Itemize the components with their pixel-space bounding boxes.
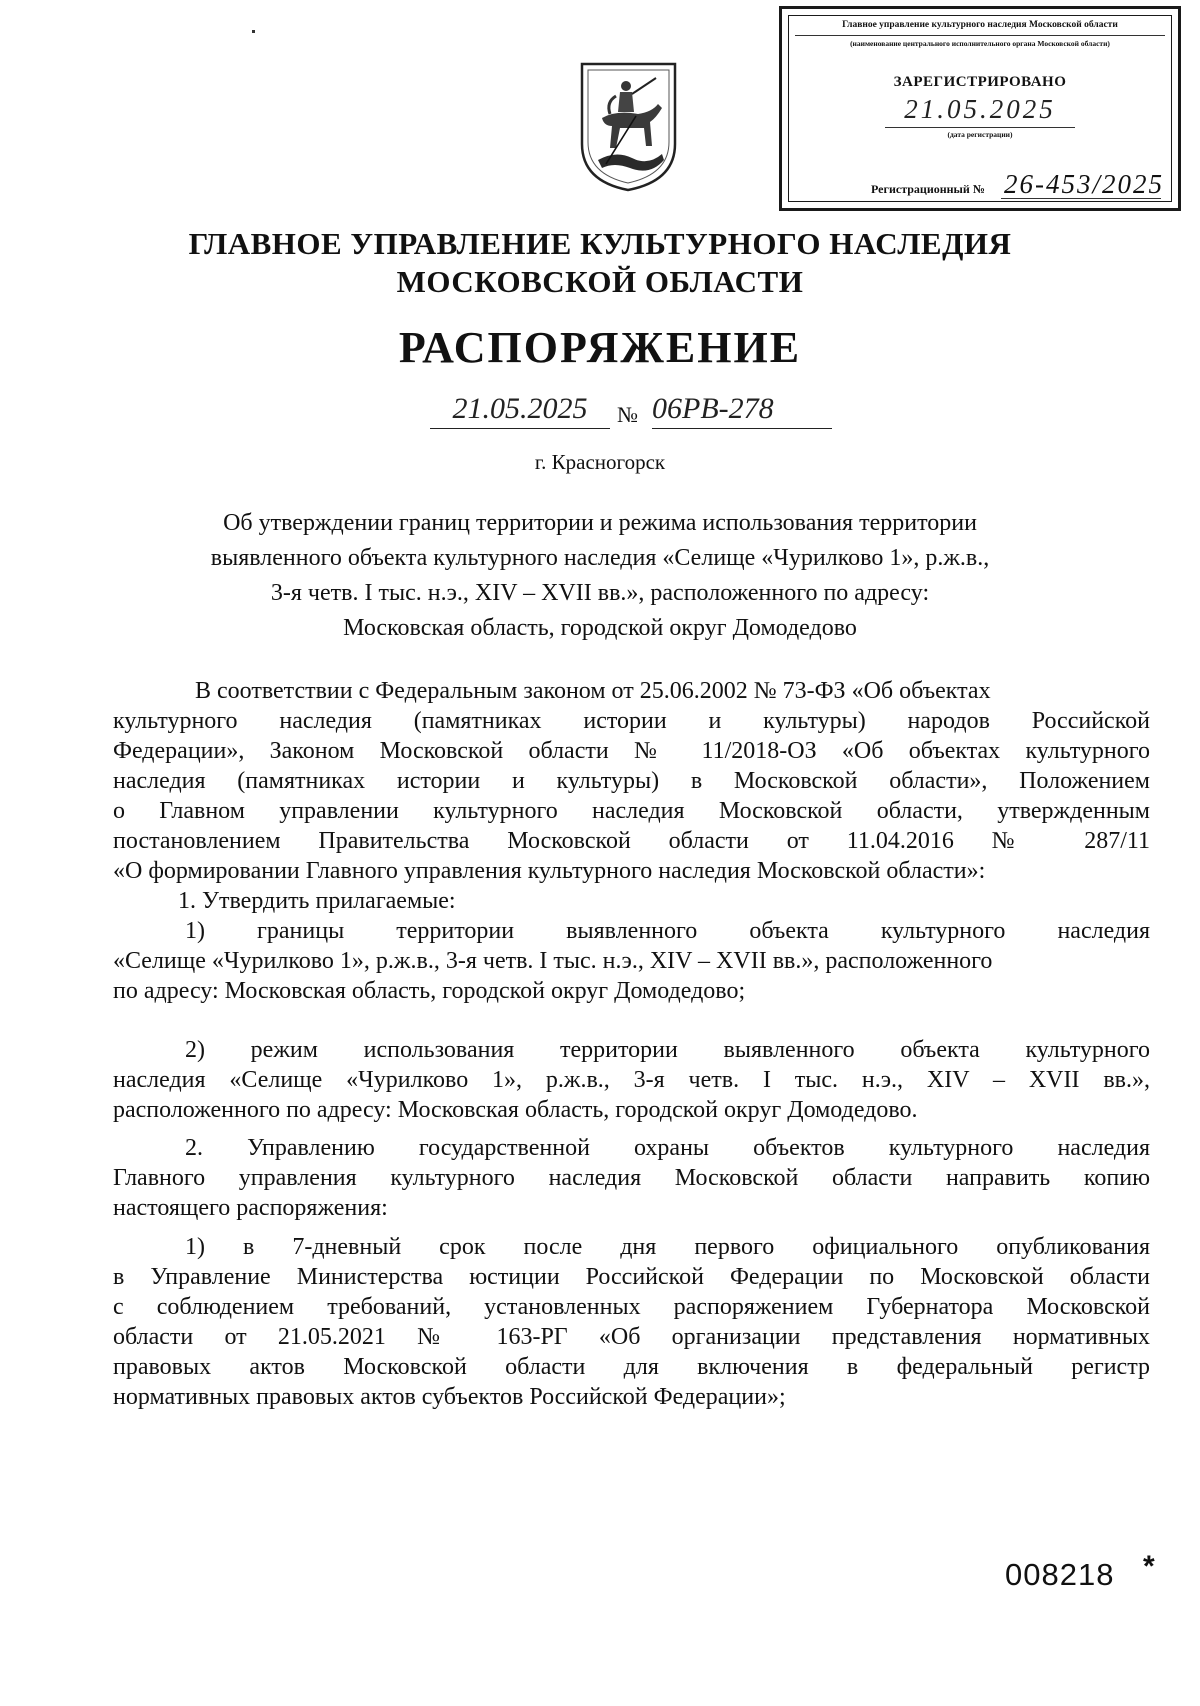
stamp-divider — [795, 35, 1165, 36]
city: г. Красногорск — [534, 450, 666, 474]
organization-name-line2: МОСКОВСКОЙ ОБЛАСТИ — [396, 264, 804, 299]
date-number-line — [0, 392, 1200, 432]
body-line: «О формировании Главного управления культурного наследия Московской области»: — [113, 858, 986, 884]
date-underline — [430, 428, 610, 429]
title-line: Московская область, городской округ Домодедово — [343, 615, 857, 641]
body-line: расположенного по адресу: Московская область, городской округ Домодедово. — [113, 1097, 918, 1123]
title-line: выявленного объекта культурного наследия «Селище «Чурилково 1», р.ж.в., — [210, 545, 990, 571]
body-line: 1) в 7-дневный срок после дня первого официального опубликования — [185, 1234, 1150, 1260]
body-line: правовых актов Московской области для включения в федеральный регистр — [113, 1354, 1150, 1380]
stamp-organization-caption: (наименование центрального исполнительного органа Московской области) — [850, 39, 1110, 48]
stamp-number-label: Регистрационный № — [871, 182, 985, 196]
form-serial-mark: * — [1143, 1550, 1155, 1583]
scan-speck — [252, 30, 255, 33]
stamp-date-caption: (дата регистрации) — [947, 130, 1013, 139]
document-type: РАСПОРЯЖЕНИЕ — [398, 323, 802, 372]
stamp-registration-date: 21.05.2025 — [904, 94, 1056, 124]
body-line: по адресу: Московская область, городской округ Домодедово; — [113, 978, 746, 1004]
title-line: Об утверждении границ территории и режима использования территории — [223, 510, 977, 536]
organization-name-line1: ГЛАВНОЕ УПРАВЛЕНИЕ КУЛЬТУРНОГО НАСЛЕДИЯ — [188, 226, 1012, 261]
stamp-organization: Главное управление культурного наследия Московской области — [842, 20, 1118, 30]
body-line: культурного наследия (памятниках истории и культуры) народов Российской — [113, 708, 1150, 734]
body-line: 1) границы территории выявленного объекта культурного наследия — [185, 918, 1150, 944]
body-line: 2) режим использования территории выявленного объекта культурного — [185, 1037, 1150, 1063]
body-line: наследия «Селище «Чурилково 1», р.ж.в., 3-я четв. I тыс. н.э., XIV – XVII вв.», — [113, 1067, 1150, 1093]
number-underline — [652, 428, 832, 429]
title-line: 3-я четв. I тыс. н.э., XIV – XVII вв.», расположенного по адресу: — [270, 580, 930, 606]
form-serial-number: 008218 — [1005, 1557, 1115, 1592]
stamp-registered-label: ЗАРЕГИСТРИРОВАНО — [893, 74, 1067, 90]
body-line: «Селище «Чурилково 1», р.ж.в., 3-я четв. I тыс. н.э., XIV – XVII вв.», расположенного — [113, 948, 993, 974]
body-line: Главного управления культурного наследия Московской области направить копию — [113, 1165, 1150, 1191]
stamp-date-underline — [885, 127, 1075, 128]
body-line: 1. Утвердить прилагаемые: — [178, 888, 456, 914]
body-line: в Управление Министерства юстиции Российской Федерации по Московской области — [113, 1264, 1150, 1290]
body-line: с соблюдением требований, установленных распоряжением Губернатора Московской — [113, 1294, 1150, 1320]
body-line: постановлением Правительства Московской области от 11.04.2016 № 287/11 — [113, 828, 1150, 854]
stamp-number-value: 26-453/2025 — [1004, 169, 1164, 199]
body-line: 2. Управлению государственной охраны объектов культурного наследия — [185, 1135, 1150, 1161]
stamp-number-underline — [1001, 198, 1161, 199]
body-line: нормативных правовых актов субъектов Российской Федерации»; — [113, 1384, 786, 1410]
body-line: Федерации», Законом Московской области № 11/2018-ОЗ «Об объектах культурного — [113, 738, 1150, 764]
document-number: 06РВ-278 — [652, 392, 774, 425]
body-line: о Главном управлении культурного наследия Московской области, утвержденным — [113, 798, 1150, 824]
coat-of-arms-icon — [576, 56, 681, 196]
registration-stamp — [779, 6, 1181, 211]
body-line: области от 21.05.2021 № 163-РГ «Об организации представления нормативных — [113, 1324, 1150, 1350]
body-line: настоящего распоряжения: — [113, 1195, 388, 1221]
body-line: наследия (памятниках истории и культуры) в Московской области», Положением — [113, 768, 1150, 794]
body-line: В соответствии с Федеральным законом от 25.06.2002 № 73-ФЗ «Об объектах — [195, 678, 991, 704]
number-sign: № — [617, 402, 638, 427]
document-date: 21.05.2025 — [452, 392, 588, 425]
